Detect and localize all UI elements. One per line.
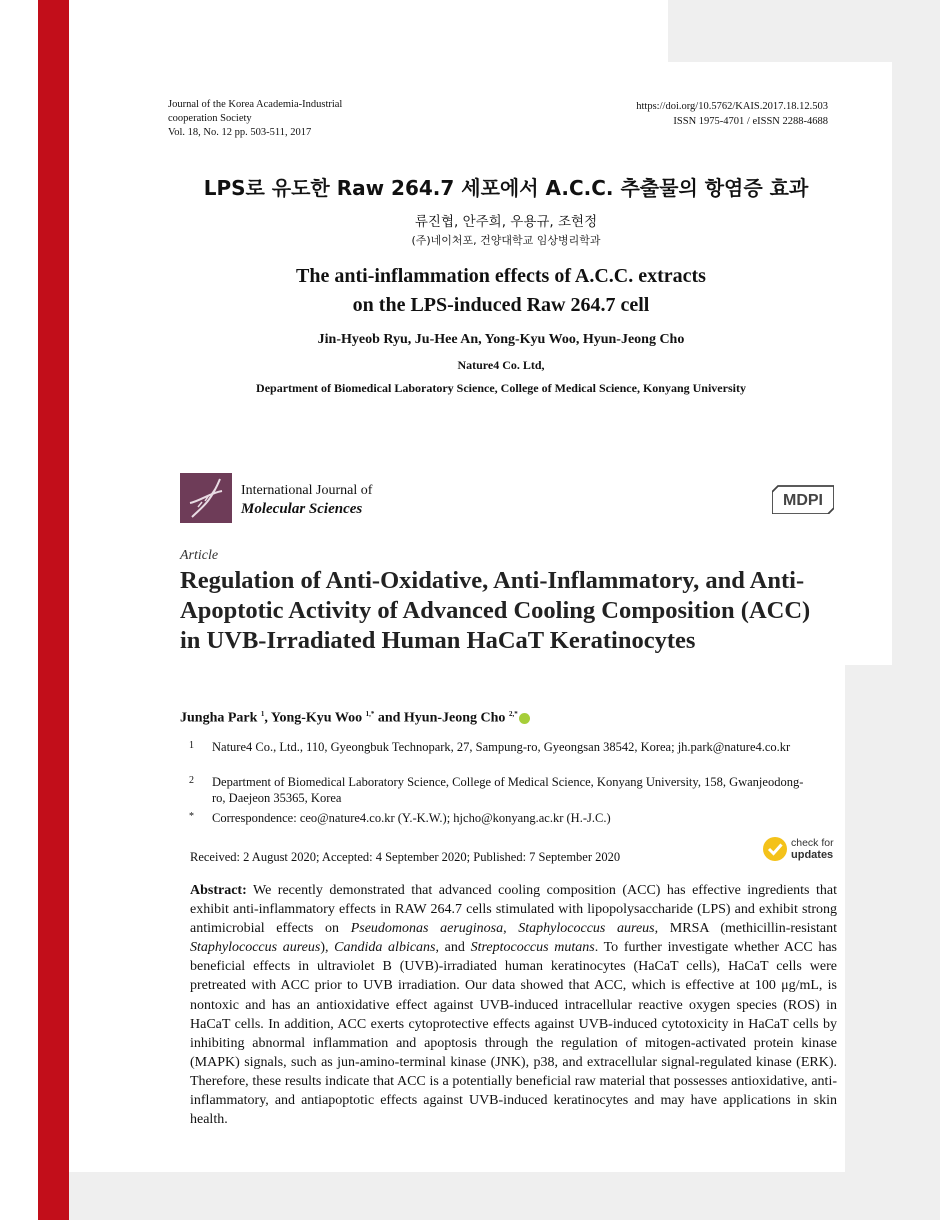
author-affil-marker: 1,*: [365, 710, 375, 718]
journal-name-line: Journal of the Korea Academia-Industrial: [168, 99, 343, 110]
doi-link[interactable]: https://doi.org/10.5762/KAIS.2017.18.12.503: [636, 101, 828, 112]
author-name: Yong-Kyu Woo: [270, 710, 363, 726]
affiliation-text: Department of Biomedical Laboratory Science, College of Medical Science, Konyang University, 158, Gwanjeodong-ro, Daejeon 35365, Korea: [212, 775, 804, 805]
author-affil-marker: 2,*: [508, 710, 518, 718]
issn: ISSN 1975-4701 / eISSN 2288-4688: [673, 116, 828, 127]
check-for-updates-label[interactable]: updates: [791, 849, 834, 861]
abstract-text: ),: [320, 940, 335, 956]
korean-title: LPS로 유도한 Raw 264.7 세포에서 A.C.C. 추출물의 항염증 효과: [203, 176, 809, 200]
journal-name: Molecular Sciences: [241, 501, 363, 517]
author-affil-marker: 1: [260, 710, 265, 718]
background-overlay: [845, 665, 940, 1220]
journal-name: International Journal of: [241, 483, 373, 498]
author-name: Hyun-Jeong Cho: [403, 710, 506, 726]
abstract-text: We recently demonstrated that advanced cooling composition (ACC) has effective ingredients that exhibit anti-inflammatory effects in RAW 264.7 cells stimulated with lipopolysaccharide (LPS) and exhibit strong antimicrobial effects on: [190, 883, 837, 937]
species-name: Staphylococcus aureus: [190, 940, 321, 956]
english-title-line: The anti-inflammation effects of A.C.C. extracts: [296, 265, 706, 287]
author-name: Jungha Park: [180, 710, 258, 726]
korean-authors: 류진협, 안주희, 우용규, 조현정: [414, 214, 598, 230]
author-separator: ,: [264, 710, 271, 726]
abstract-label: Abstract:: [190, 883, 247, 898]
english-title-line: on the LPS-induced Raw 264.7 cell: [352, 294, 650, 316]
svg-text:MDPI: MDPI: [783, 492, 823, 509]
kais-journal-info: [168, 98, 342, 140]
orcid-icon[interactable]: [519, 713, 530, 724]
english-title: [0, 262, 940, 320]
affiliation-number: *: [189, 811, 194, 822]
species-name: Staphylococcus aureus: [518, 921, 655, 937]
author-separator: and: [374, 710, 404, 726]
background-overlay: [69, 1172, 940, 1220]
article-title: Regulation of Anti-Oxidative, Anti-Inflammatory, and Anti-Apoptotic Activity of Advanced Cooling Composition (ACC) in UVB-Irradiated Human HaCaT Keratinocytes: [180, 567, 811, 654]
journal-volume: Vol. 18, No. 12 pp. 503-511, 2017: [168, 127, 312, 138]
abstract: [190, 881, 837, 1129]
article-type: Article: [180, 548, 219, 563]
affiliation-number: 1: [189, 740, 194, 751]
mdpi-logo: [772, 484, 834, 514]
english-affiliation: Nature4 Co. Ltd,: [457, 358, 545, 372]
check-for-updates-label[interactable]: check for: [791, 837, 834, 849]
species-name: Pseudomonas aeruginosa: [350, 921, 504, 937]
abstract-text: , and: [435, 940, 471, 956]
correspondence-text: Correspondence: ceo@nature4.co.kr (Y.-K.W.); hjcho@konyang.ac.kr (H.-J.C.): [212, 811, 611, 825]
publication-dates: Received: 2 August 2020; Accepted: 4 September 2020; Published: 7 September 2020: [190, 850, 621, 864]
abstract-text: ,: [503, 921, 519, 937]
abstract-text: . To further investigate whether ACC has beneficial effects in ultraviolet B (UVB)-irradiated human keratinocytes (HaCaT cells), HaCaT cells were pretreated with ACC prior to UVB irradiation. Our data showed that ACC, which is effective at 100 μg/mL, is nontoxic and has an antioxidative effect against UVB-induced intracellular reactive oxygen species (ROS) in HaCaT cells. In addition, ACC exerts cytoprotective effects against UVB-induced cytotoxicity in HaCaT cells by inhibiting abnormal inflammation and apoptosis through the regulation of mitogen-activated protein kinase (MAPK) signals, such as jun-amino-terminal kinase (JNK), p38, and extracellular signal-regulated kinase (ERK). Therefore, these results indicate that ACC is a potentially beneficial raw material that possesses antioxidative, anti-inflammatory, and antiapoptotic effects against UVB-induced keratinocytes and may have applications in skin health.: [190, 940, 837, 1128]
affiliation-number: 2: [189, 775, 194, 786]
dna-helix-icon: [180, 473, 232, 523]
abstract-text: , MRSA (methicillin-resistant: [654, 921, 838, 937]
check-for-updates-icon[interactable]: [762, 836, 788, 862]
species-name: Candida albicans: [334, 940, 436, 956]
article-authors: [180, 710, 530, 727]
species-name: Streptococcus mutans: [470, 940, 595, 956]
english-affiliation: Department of Biomedical Laboratory Science, College of Medical Science, Konyang University: [256, 381, 746, 395]
korean-affiliations: (주)네이처포, 건양대학교 임상병리학과: [411, 234, 601, 247]
affiliation-text: Nature4 Co., Ltd., 110, Gyeongbuk Technopark, 27, Sampung-ro, Gyeongsan 38542, Korea; jh.park@nature4.co.kr: [212, 740, 791, 754]
kais-doi-info: [636, 99, 828, 129]
journal-name-line: cooperation Society: [168, 113, 252, 124]
english-authors: Jin-Hyeob Ryu, Ju-Hee An, Yong-Kyu Woo, Hyun-Jeong Cho: [317, 332, 685, 347]
